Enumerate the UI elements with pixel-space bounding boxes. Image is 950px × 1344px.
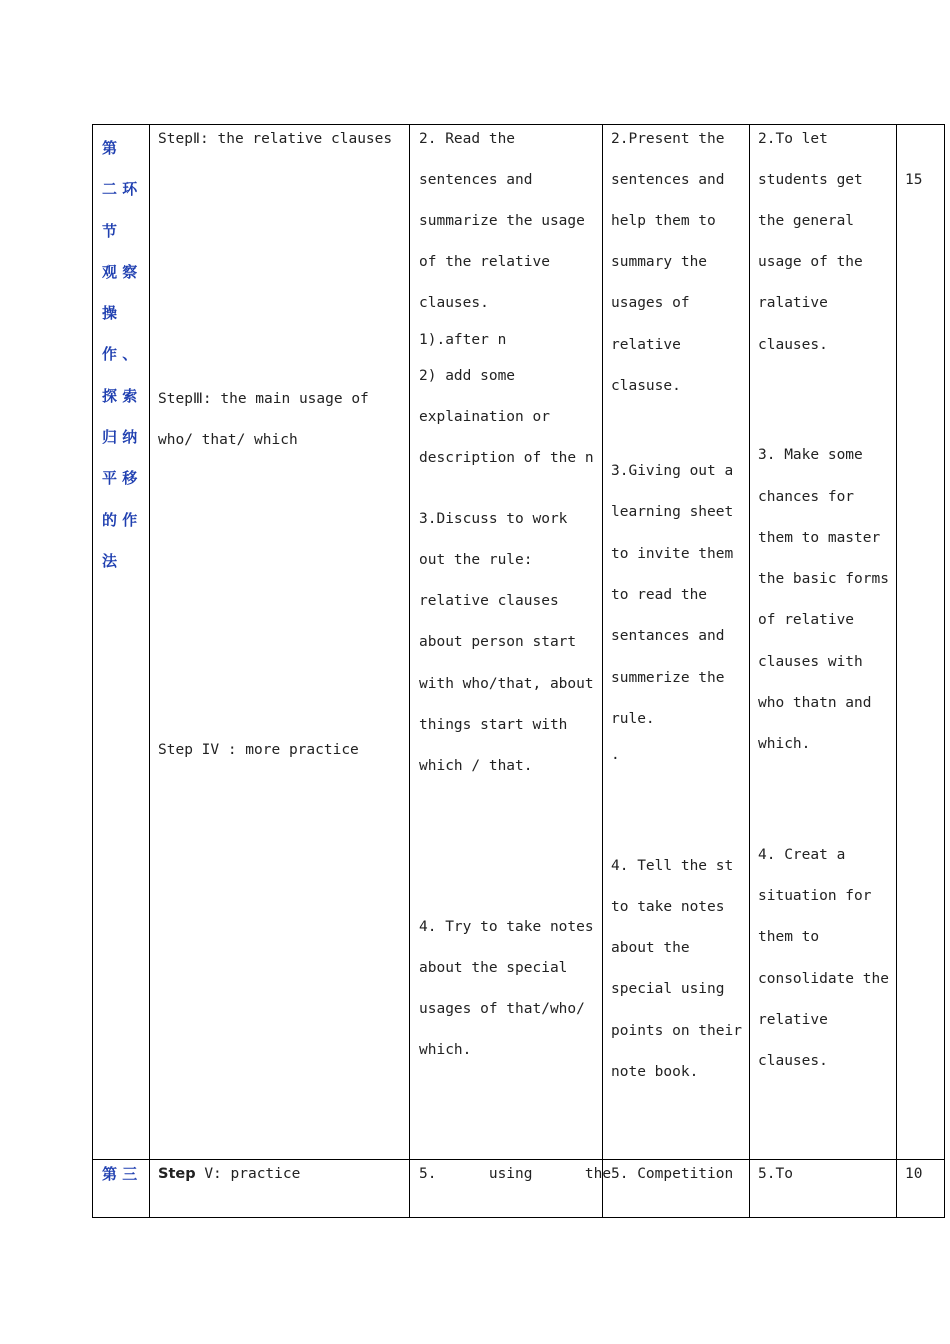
table-row [93, 1160, 945, 1218]
stage-cell [93, 1160, 150, 1218]
text-line: situation for [758, 888, 872, 904]
text-line: description of the n [419, 450, 594, 466]
text-line: who thatn and [758, 695, 872, 711]
text-line: the general [758, 213, 855, 229]
text-line: clauses. [758, 1053, 828, 1069]
text-line: which. [419, 1042, 472, 1058]
step-5-title [158, 1164, 300, 1184]
text-line: 4. Creat a [758, 847, 846, 863]
purpose-cell [750, 1160, 897, 1218]
text-line: 5. Competition [611, 1166, 734, 1182]
text-line: . [611, 747, 620, 763]
text-line: about the [611, 940, 690, 956]
text-line: of relative [758, 612, 855, 628]
lesson-plan-table [92, 124, 945, 1218]
text-line: relative [758, 1012, 828, 1028]
text-line: 3.Discuss to work [419, 511, 568, 527]
text-line: 2.To let [758, 131, 828, 147]
text-line: clauses with [758, 654, 863, 670]
minutes-value: 15 [905, 172, 923, 188]
steps-cell [150, 125, 410, 1160]
stage-label: 第 三 [102, 1165, 138, 1183]
text-line: about person start [419, 634, 577, 650]
text-line: about the special [419, 960, 568, 976]
minutes-value: 10 [905, 1166, 923, 1182]
text-line: sentances and [611, 628, 725, 644]
step-5-rest: V: practice [195, 1166, 301, 1182]
text-line: note book. [611, 1064, 699, 1080]
stage-cell [93, 125, 150, 1160]
teacher-activity-cell [603, 1160, 750, 1218]
text-line: usages of that/who/ [419, 1001, 585, 1017]
text-line: out the rule: [419, 552, 533, 568]
text-line: 2) add some [419, 368, 516, 384]
student-activity-cell [410, 1160, 612, 1218]
text-line: clauses. [419, 295, 489, 311]
text-line: summarize the usage [419, 213, 585, 229]
text-line: 3. Make some [758, 447, 863, 463]
text-line: usage of the [758, 254, 863, 270]
text-line: them to [758, 929, 820, 945]
step-2-title: StepⅡ: the relative clauses [158, 131, 393, 147]
text-line: to invite them [611, 546, 734, 562]
text-line: clasuse. [611, 378, 681, 394]
minutes-cell [897, 1160, 945, 1218]
text-line: help them to [611, 213, 716, 229]
text-line: sentences and [611, 172, 725, 188]
text-line: chances for [758, 489, 855, 505]
step-3-title-line2: who/ that/ which [158, 432, 298, 448]
text-line: the basic forms [758, 571, 889, 587]
text-line: students get [758, 172, 863, 188]
minutes-cell [897, 125, 945, 1160]
text-line: 2.Present the [611, 131, 725, 147]
text-line: usages of [611, 295, 690, 311]
text-line: 2. Read the [419, 131, 516, 147]
text-line: them to master [758, 530, 881, 546]
text-line: of the relative [419, 254, 550, 270]
student-activity-cell [410, 125, 603, 1160]
text-line: learning sheet [611, 504, 734, 520]
text-line: 4. Try to take notes [419, 919, 594, 935]
text-line: 5. using the [419, 1166, 612, 1182]
text-line: 3.Giving out a [611, 463, 734, 479]
table-row [93, 125, 945, 1160]
text-line: 1).after n [419, 332, 507, 348]
text-line: points on their [611, 1023, 742, 1039]
text-line: relative [611, 337, 681, 353]
text-line: summerize the [611, 670, 725, 686]
stage-label: 第 二 环 节 观 察 操 作 、 探 索 归 纳 平 移 的 作 法 [102, 139, 138, 570]
text-line: things start with [419, 717, 568, 733]
teacher-activity-cell [603, 125, 750, 1160]
step-3-title-line1: StepⅢ: the main usage of [158, 391, 369, 407]
text-line: with who/that, about [419, 676, 594, 692]
text-line: to read the [611, 587, 708, 603]
text-line: clauses. [758, 337, 828, 353]
text-line: special using [611, 981, 725, 997]
text-line: 5.To [758, 1166, 793, 1182]
steps-cell [150, 1160, 410, 1218]
purpose-cell [750, 125, 897, 1160]
text-line: ralative [758, 295, 828, 311]
step-keyword: Step [158, 1166, 196, 1182]
text-line: 4. Tell the st [611, 858, 734, 874]
text-line: to take notes [611, 899, 725, 915]
text-line: which. [758, 736, 811, 752]
text-line: summary the [611, 254, 708, 270]
text-line: explaination or [419, 409, 550, 425]
text-line: relative clauses [419, 593, 559, 609]
text-line: sentences and [419, 172, 533, 188]
step-4-title: Step IV : more practice [158, 742, 359, 758]
text-line: rule. [611, 711, 655, 727]
text-line: consolidate the [758, 971, 889, 987]
text-line: which / that. [419, 758, 533, 774]
